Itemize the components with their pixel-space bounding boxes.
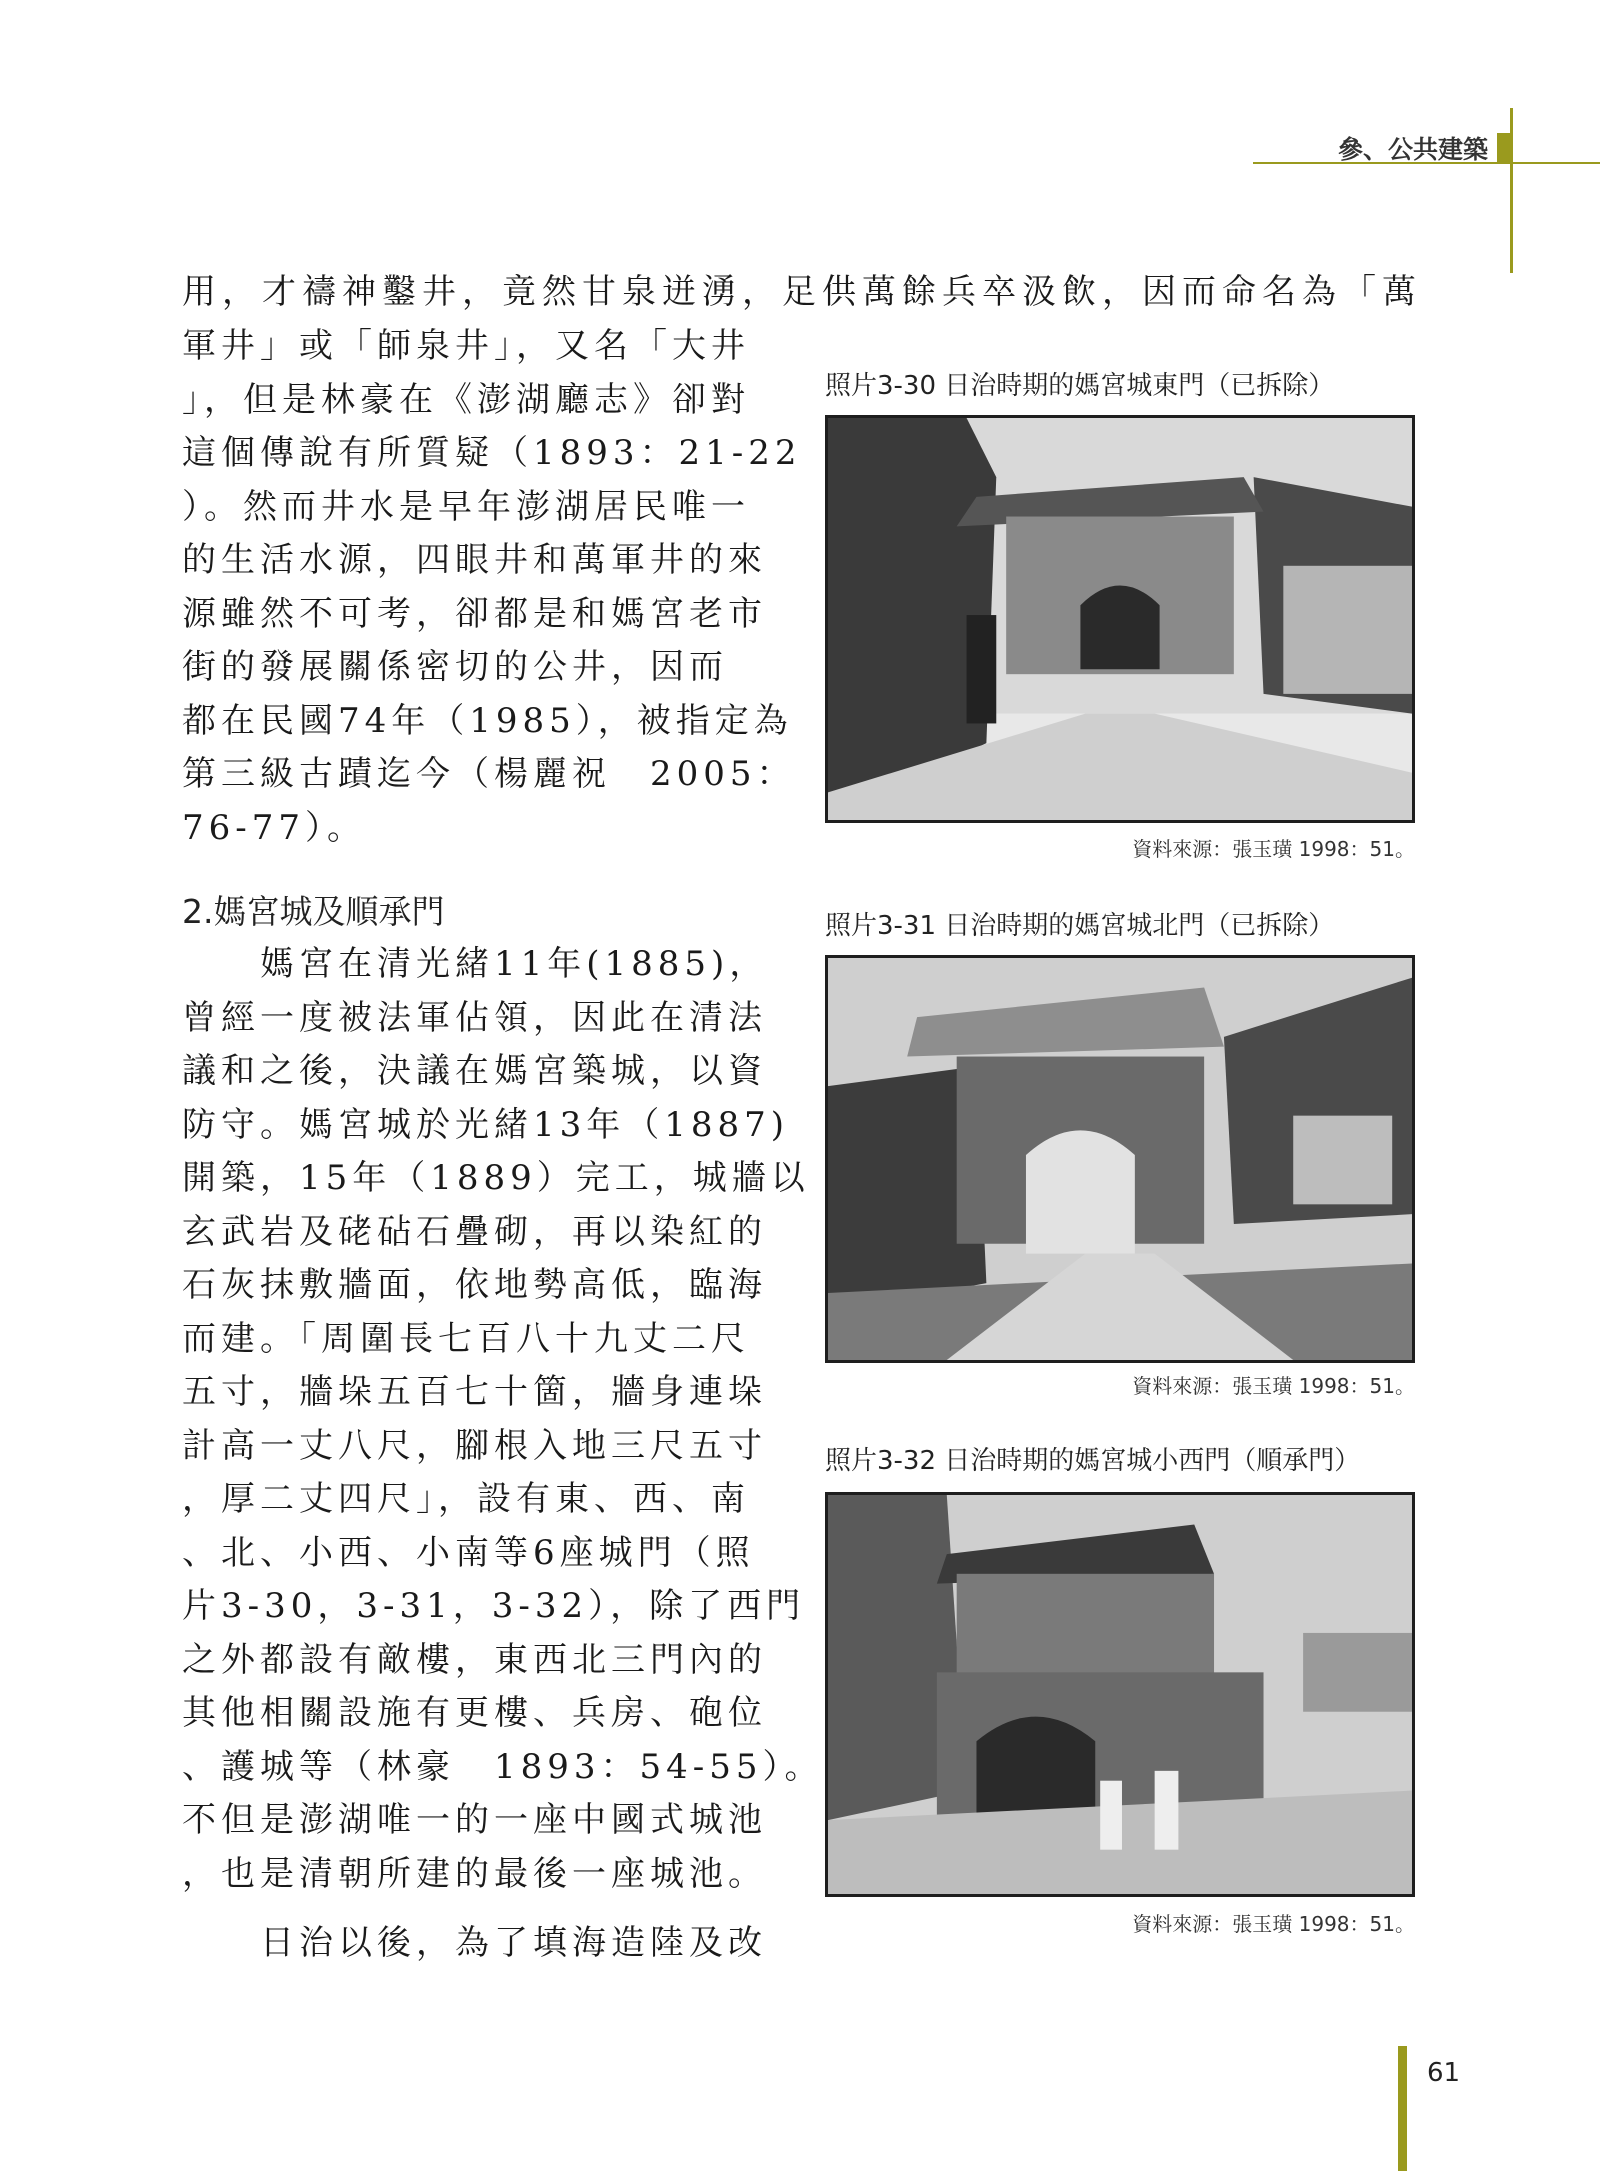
text-line: 石灰抹敷牆面，依地勢高低，臨海: [182, 1265, 767, 1305]
paragraph-3: [182, 1917, 782, 1971]
page-number-bar: [1398, 2046, 1407, 2171]
text-line: ）。然而井水是早年澎湖居民唯一: [182, 486, 750, 527]
text-line: 曾經一度被法軍佔領，因此在清法: [182, 997, 767, 1038]
text-line: 的生活水源，四眼井和萬軍井的來: [182, 540, 767, 580]
photo-caption-3-32: 照片3-32 日治時期的媽宮城小西門（順承門）: [825, 1446, 1361, 1476]
photo-north-gate: [825, 955, 1415, 1363]
text-line: 其他相關設施有更樓、兵房、砲位: [182, 1693, 767, 1733]
text-line: 日治以後，為了填海造陸及改: [182, 1923, 767, 1963]
text-line: 這個傳說有所質疑（1893：21-22: [182, 433, 802, 473]
photo-east-gate: [825, 415, 1415, 823]
text-line: 都在民國74年（1985），被指定為: [182, 700, 793, 741]
text-line: 防守。媽宮城於光緒13年（1887): [182, 1104, 790, 1145]
header-accent-block: [1497, 133, 1510, 162]
photo-source-3-32: 資料來源：張玉璜 1998：51。: [1132, 1912, 1415, 1936]
text-line: 議和之後，決議在媽宮築城，以資: [182, 1051, 767, 1091]
text-line: 」，但是林豪在《澎湖廳志》卻對: [182, 379, 750, 420]
text-line: 、北、小西、小南等6座城門（照: [182, 1532, 755, 1573]
page-number: 61: [1427, 2058, 1461, 2088]
text-line: 源雖然不可考，卻都是和媽宮老市: [182, 593, 767, 634]
text-line: 媽宮在清光緒11年(1885)，: [182, 944, 769, 984]
intro-line: 用，才禱神鑿井，竟然甘泉迸湧，足供萬餘兵卒汲飲，因而命名為「萬: [182, 272, 1422, 312]
photo-source-3-30: 資料來源：張玉璜 1998：51。: [1132, 837, 1415, 861]
text-line: 不但是澎湖唯一的一座中國式城池: [182, 1800, 767, 1840]
text-line: 而建。「周圍長七百八十九丈二尺: [182, 1318, 750, 1359]
text-line: 五寸，牆垛五百七十箇，牆身連垛: [182, 1372, 767, 1412]
section-heading: 2.媽宮城及順承門: [182, 892, 445, 931]
text-line: ，厚二丈四尺」，設有東、西、南: [182, 1479, 750, 1519]
text-line: 開築，15年（1889）完工，城牆以: [182, 1158, 810, 1198]
text-line: ，也是清朝所建的最後一座城池。: [182, 1853, 767, 1894]
photo-source-3-31: 資料來源：張玉璜 1998：51。: [1132, 1374, 1415, 1398]
paragraph-1: [182, 320, 802, 855]
text-line: 軍井」或「師泉井」，又名「大井: [182, 326, 750, 366]
paragraph-2: [182, 938, 824, 1901]
photo-caption-3-30: 照片3-30 日治時期的媽宮城東門（已拆除）: [825, 371, 1335, 401]
text-line: 、護城等（林豪 1893：54-55）。: [182, 1746, 824, 1787]
photo-small-west-gate: [825, 1492, 1415, 1897]
text-line: 玄武岩及硓砧石疊砌，再以染紅的: [182, 1211, 767, 1252]
text-line: 片3-30，3-31，3-32），除了西門: [182, 1586, 806, 1626]
chapter-title: 參、公共建築: [1337, 135, 1488, 164]
text-line: 之外都設有敵樓，東西北三門內的: [182, 1639, 767, 1680]
header-rule-vertical: [1510, 108, 1513, 273]
text-line: 街的發展關係密切的公井，因而: [182, 647, 728, 687]
text-line: 第三級古蹟迄今（楊麗祝 2005：: [182, 754, 796, 794]
photo-caption-3-31: 照片3-31 日治時期的媽宮城北門（已拆除）: [825, 911, 1335, 941]
text-line: 76-77）。: [182, 807, 367, 848]
text-line: 計高一丈八尺，腳根入地三尺五寸: [182, 1425, 767, 1466]
